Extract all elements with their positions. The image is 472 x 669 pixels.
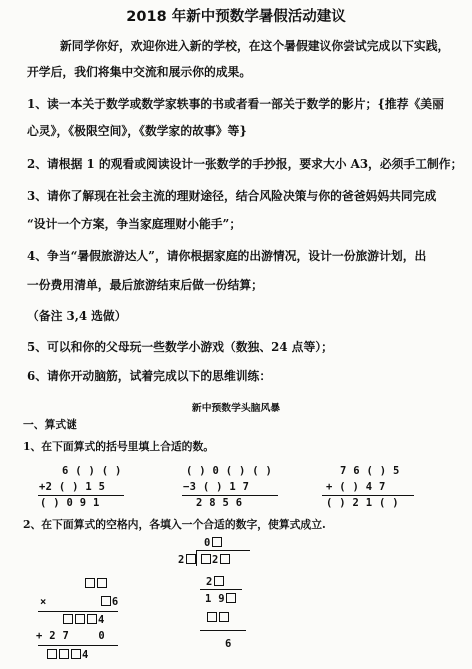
blank-box[interactable] [75, 614, 85, 624]
brainstorm-subtitle: 新中预数学头脑风暴 [191, 403, 281, 414]
blank-box[interactable] [201, 554, 211, 564]
item-1-line-2: 心灵》，《极限空间》，《数学家的故事》等} [27, 124, 247, 138]
mult-row-1 [84, 578, 108, 590]
div-step-3 [206, 612, 230, 624]
mult-digit-0: 0 [98, 630, 105, 642]
div-quotient-digit: 0 [204, 537, 211, 549]
puzzle-1-row-3: ( ) 0 9 1 [40, 497, 100, 509]
div-step-1 [206, 576, 225, 588]
div-step-2-digits: 1 9 [205, 593, 225, 605]
mult-plus-270: + 2 7 [36, 630, 70, 642]
div-line-1 [200, 589, 242, 590]
mult-digit-4a: 4 [98, 614, 105, 626]
page-title: 2018 年新中预数学暑假活动建议 [126, 9, 346, 25]
blank-box[interactable] [214, 576, 224, 586]
div-line-2 [200, 630, 246, 631]
mult-digit-6: 6 [111, 596, 119, 608]
div-dividend-digit: 2 [212, 554, 219, 566]
puzzle-3-line [322, 495, 414, 496]
item-note: （备注 3,4 选做） [27, 309, 127, 323]
item-3-line-1: 3、请你了解现在社会主流的理财途径，结合风险决策与你的爸爸妈妈共同完成 [27, 189, 437, 203]
item-4-line-1: 4、争当“暑假旅游达人”，请你根据家庭的出游情况，设计一份旅游计划，出 [27, 249, 427, 263]
div-step-1-digit: 2 [206, 576, 213, 588]
item-4-line-2: 一份费用清单，最后旅游结束后做一份结算； [27, 278, 263, 292]
blank-box[interactable] [219, 612, 229, 622]
blank-box[interactable] [186, 554, 196, 564]
puzzle-3-row-1: 7 6 ( ) 5 [340, 465, 400, 477]
mult-row-4 [36, 631, 105, 642]
div-divisor [178, 554, 197, 566]
blank-box[interactable] [47, 649, 57, 659]
puzzle-2-line [182, 495, 278, 496]
item-3-line-2: “设计一个方案，争当家庭理财小能手”； [27, 217, 242, 231]
blank-box[interactable] [101, 596, 111, 606]
puzzle-2-row-3: 2 8 5 6 [196, 497, 243, 509]
mult-row-5 [46, 649, 89, 661]
div-divisor-digit: 2 [178, 554, 185, 566]
mult-line-2 [38, 645, 118, 646]
section-1-heading: 一、算式谜 [23, 418, 77, 431]
puzzle-1-row-1: 6 ( ) ( ) [62, 465, 122, 477]
blank-box[interactable] [220, 554, 230, 564]
blank-box[interactable] [71, 649, 81, 659]
div-dividend [200, 554, 231, 566]
div-quotient [204, 537, 223, 549]
blank-box[interactable] [97, 578, 107, 588]
intro-line-2: 开学后，我们将集中交流和展示你的成果。 [27, 65, 252, 79]
item-6-line-1: 6、请你开动脑筋，试着完成以下的思维训练： [27, 369, 272, 383]
question-2: 2、在下面算式的空格内，各填入一个合适的数字，使算式成立. [23, 518, 326, 531]
times-sign: × [40, 596, 47, 608]
div-step-2 [205, 593, 237, 605]
puzzle-3-row-2: + ( ) 4 7 [326, 481, 386, 493]
blank-box[interactable] [212, 537, 222, 547]
item-5-line-1: 5、可以和你的父母玩一些数学小游戏（数独、24 点等）； [27, 340, 333, 354]
blank-box[interactable] [63, 614, 73, 624]
intro-line-1: 新同学你好，欢迎你进入新的学校，在这个暑假建议你尝试完成以下实践， [60, 39, 450, 53]
blank-box[interactable] [85, 578, 95, 588]
puzzle-2-row-2: −3 ( ) 1 7 [183, 481, 250, 493]
div-remainder: 6 [225, 638, 232, 650]
blank-box[interactable] [226, 593, 236, 603]
item-1-line-1: 1、读一本关于数学或数学家轶事的书或者看一部关于数学的影片；{推荐《美丽 [27, 97, 444, 111]
puzzle-1-row-2: +2 ( ) 1 5 [39, 481, 106, 493]
item-2-line-1: 2、请根据 1 的观看或阅读设计一张数学的手抄报，要求大小 A3，必须手工制作； [27, 157, 463, 171]
puzzle-2-row-1: ( ) 0 ( ) ( ) [186, 465, 273, 477]
puzzle-3-row-3: ( ) 2 1 ( ) [326, 497, 399, 509]
blank-box[interactable] [87, 614, 97, 624]
mult-digit-4b: 4 [82, 649, 89, 661]
blank-box[interactable] [59, 649, 69, 659]
question-1: 1、在下面算式的括号里填上合适的数。 [23, 440, 215, 453]
mult-row-3 [62, 614, 105, 626]
blank-box[interactable] [207, 612, 217, 622]
div-bar [196, 550, 250, 551]
mult-row-2 [40, 596, 119, 608]
mult-line-1 [38, 611, 118, 612]
puzzle-1-line [38, 495, 124, 496]
